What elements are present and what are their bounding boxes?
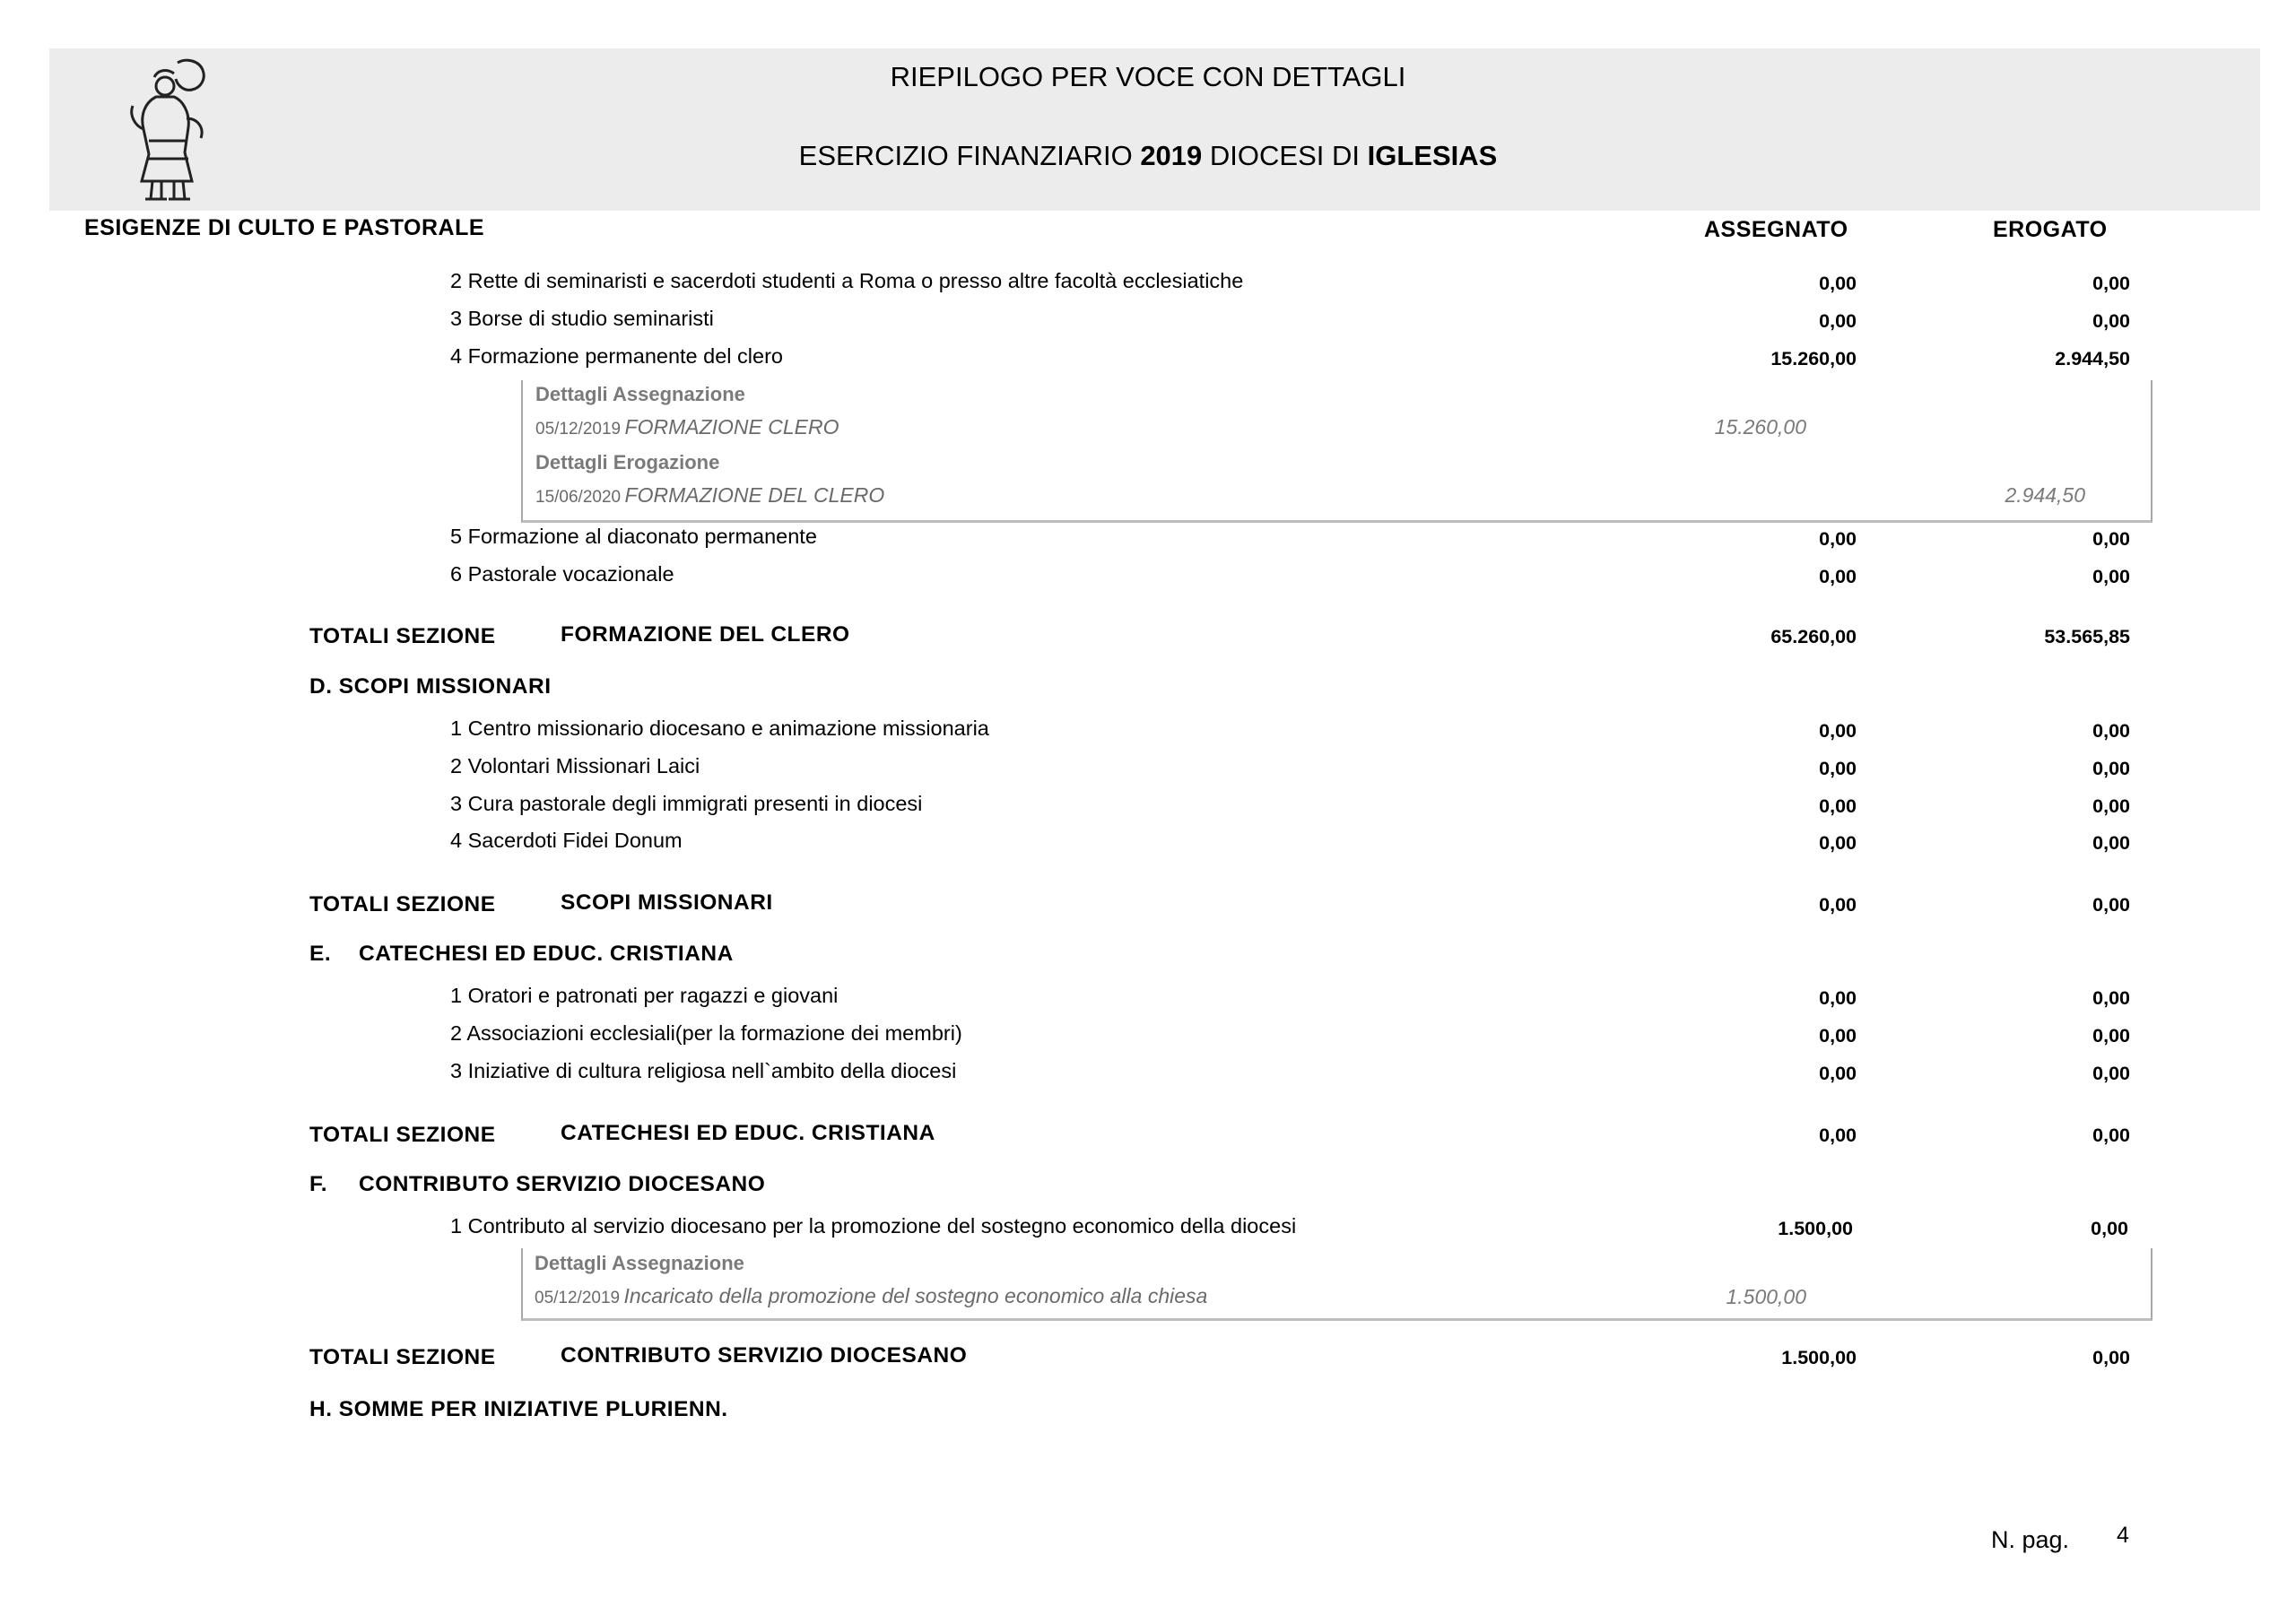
report-title: RIEPILOGO PER VOCE CON DETTAGLI (890, 61, 1406, 92)
assigned-value: 15.260,00 (1770, 348, 1857, 369)
fiscal-year-label: ESERCIZIO FINANZIARIO (798, 140, 1133, 171)
assigned-value: 0,00 (1819, 528, 1857, 550)
assignment-details-heading: Dettagli Assegnazione (535, 1252, 744, 1274)
section-total-label: TOTALI SEZIONE (309, 892, 496, 916)
disbursed-value: 2.944,50 (2055, 348, 2130, 369)
assigned-value: 0,00 (1819, 310, 1857, 332)
disbursed-value: 0,00 (2092, 528, 2130, 550)
report-subtitle (0, 140, 2296, 172)
disbursed-column-header: EROGATO (1993, 217, 2108, 242)
disbursement-detail-row: 15/06/2020 FORMAZIONE DEL CLERO (535, 483, 885, 507)
list-item: 3 Borse di studio seminaristi (450, 307, 714, 330)
page-number: 4 (2117, 1523, 2129, 1548)
section-letter: E. (309, 942, 332, 966)
total-disbursed-value: 0,00 (2092, 1125, 2130, 1146)
list-item: 1 Centro missionario diocesano e animazione missionaria (450, 716, 989, 740)
list-item: 2 Volontari Missionari Laici (450, 754, 700, 777)
assigned-value: 0,00 (1819, 832, 1857, 854)
section-letter: F. (309, 1172, 328, 1196)
assigned-value: 0,00 (1819, 795, 1857, 817)
assignment-detail-row: 05/12/2019 FORMAZIONE CLERO (535, 415, 839, 439)
disbursed-value: 0,00 (2092, 758, 2130, 779)
list-item: 1 Oratori e patronati per ragazzi e giovani (450, 984, 839, 1007)
disbursed-value: 0,00 (2091, 1218, 2128, 1239)
section-total-name: FORMAZIONE DEL CLERO (561, 622, 850, 647)
list-item: 4 Formazione permanente del clero (450, 344, 783, 368)
assigned-value: 0,00 (1819, 273, 1857, 294)
section-total-label: TOTALI SEZIONE (309, 624, 496, 648)
total-assigned-value: 0,00 (1819, 1125, 1857, 1146)
total-disbursed-value: 53.565,85 (2044, 626, 2130, 647)
list-item: 6 Pastorale vocazionale (450, 562, 674, 586)
diocese-name: IGLESIAS (1367, 140, 1498, 171)
assigned-value: 0,00 (1819, 566, 1857, 587)
disbursed-value: 0,00 (2092, 1025, 2130, 1046)
section-total-label: TOTALI SEZIONE (309, 1123, 496, 1147)
assignment-detail-amount: 15.260,00 (1714, 415, 1806, 439)
section-title: CATECHESI ED EDUC. CRISTIANA (359, 942, 734, 966)
total-disbursed-value: 0,00 (2092, 1347, 2130, 1368)
assigned-value: 0,00 (1819, 720, 1857, 742)
disbursement-detail-amount: 2.944,50 (2005, 483, 2085, 507)
disbursed-value: 0,00 (2092, 795, 2130, 817)
section-title: D. SCOPI MISSIONARI (309, 674, 552, 699)
assigned-value: 0,00 (1819, 758, 1857, 779)
total-assigned-value: 1.500,00 (1781, 1347, 1857, 1368)
disbursed-value: 0,00 (2092, 720, 2130, 742)
list-item: 4 Sacerdoti Fidei Donum (450, 829, 683, 852)
assignment-detail-row: 05/12/2019 Incaricato della promozione del sostegno economico alla chiesa (535, 1284, 1208, 1307)
section-total-name: CONTRIBUTO SERVIZIO DIOCESANO (561, 1343, 968, 1368)
total-assigned-value: 0,00 (1819, 894, 1857, 916)
assigned-value: 0,00 (1819, 987, 1857, 1009)
list-item: 3 Iniziative di cultura religiosa nell`ambito della diocesi (450, 1059, 957, 1082)
disbursed-value: 0,00 (2092, 832, 2130, 854)
diocese-label: DIOCESI DI (1209, 140, 1360, 171)
assigned-column-header: ASSEGNATO (1704, 217, 1848, 242)
fiscal-year: 2019 (1140, 140, 1203, 171)
assigned-value: 0,00 (1819, 1025, 1857, 1046)
list-item: 2 Associazioni ecclesiali(per la formazione dei membri) (450, 1021, 962, 1045)
section-title: CONTRIBUTO SERVIZIO DIOCESANO (359, 1172, 766, 1196)
assigned-value: 1.500,00 (1778, 1218, 1853, 1239)
page-number-label: N. pag. (1991, 1526, 2070, 1553)
section-total-name: CATECHESI ED EDUC. CRISTIANA (561, 1121, 935, 1145)
total-assigned-value: 65.260,00 (1770, 626, 1857, 647)
total-disbursed-value: 0,00 (2092, 894, 2130, 916)
disbursement-details-heading: Dettagli Erogazione (535, 451, 720, 473)
disbursed-value: 0,00 (2092, 273, 2130, 294)
section-total-label: TOTALI SEZIONE (309, 1345, 496, 1369)
list-item: 1 Contributo al servizio diocesano per la promozione del sostegno economico della diocesi (450, 1214, 1297, 1238)
assignment-detail-amount: 1.500,00 (1726, 1285, 1806, 1308)
assignment-details-heading: Dettagli Assegnazione (535, 383, 745, 405)
assigned-value: 0,00 (1819, 1063, 1857, 1084)
section-heading: ESIGENZE DI CULTO E PASTORALE (84, 215, 485, 240)
disbursed-value: 0,00 (2092, 1063, 2130, 1084)
list-item: 5 Formazione al diaconato permanente (450, 525, 817, 548)
list-item: 2 Rette di seminaristi e sacerdoti studenti a Roma o presso altre facoltà ecclesiatiche (450, 269, 1244, 292)
disbursed-value: 0,00 (2092, 987, 2130, 1009)
list-item: 3 Cura pastorale degli immigrati presenti in diocesi (450, 792, 923, 815)
section-total-name: SCOPI MISSIONARI (561, 890, 773, 915)
section-title: H. SOMME PER INIZIATIVE PLURIENN. (309, 1397, 728, 1421)
disbursed-value: 0,00 (2092, 566, 2130, 587)
disbursed-value: 0,00 (2092, 310, 2130, 332)
